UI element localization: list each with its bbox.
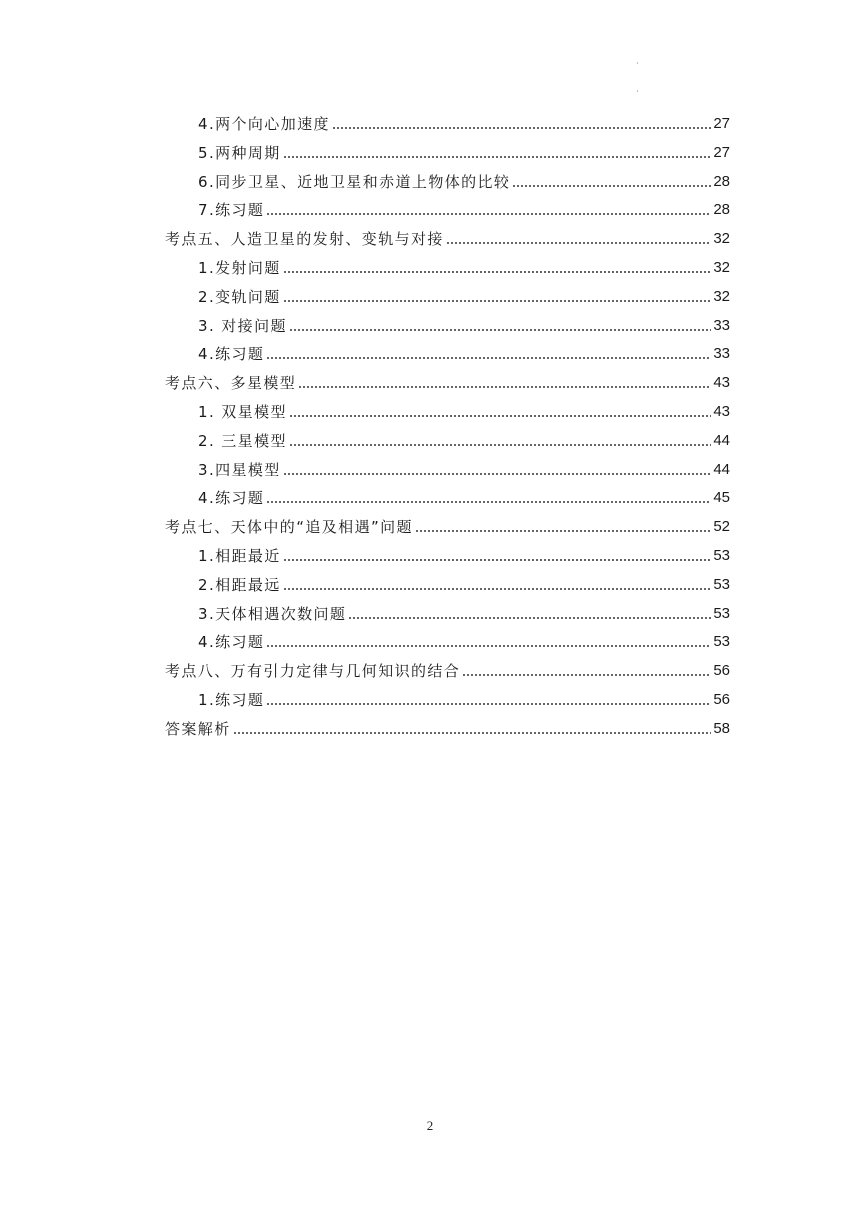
toc-entry-title: 4.练习题 bbox=[198, 633, 265, 652]
toc-subsection-entry[interactable] bbox=[198, 168, 730, 192]
toc-entry-title: 4.两个向心加速度 bbox=[198, 115, 330, 133]
toc-entry-page-number: 58 bbox=[713, 719, 730, 737]
toc-entry-title: 1.练习题 bbox=[198, 691, 265, 709]
toc-entry-title: 7.练习题 bbox=[198, 201, 265, 220]
toc-dot-leader bbox=[266, 644, 711, 648]
toc-dot-leader bbox=[298, 385, 711, 389]
toc-entry-title: 6.同步卫星、近地卫星和赤道上物体的比较 bbox=[198, 172, 511, 191]
toc-entry-title: 考点八、万有引力定律与几何知识的结合 bbox=[165, 662, 461, 681]
toc-entry-page-number: 44 bbox=[713, 460, 730, 478]
toc-entry-title: 1. 双星模型 bbox=[198, 403, 287, 421]
toc-subsection-entry[interactable] bbox=[198, 283, 730, 307]
toc-entry-title: 4.练习题 bbox=[198, 345, 265, 364]
toc-entry-title: 2.变轨问题 bbox=[198, 287, 281, 306]
toc-entry-title: 考点七、天体中的“追及相遇”问题 bbox=[165, 518, 413, 537]
toc-dot-leader bbox=[512, 184, 711, 188]
toc-section-entry[interactable] bbox=[165, 513, 730, 537]
toc-subsection-entry[interactable] bbox=[198, 254, 730, 278]
toc-subsection-entry[interactable] bbox=[198, 600, 730, 624]
toc-entry-page-number: 32 bbox=[713, 230, 730, 248]
toc-dot-leader bbox=[462, 673, 711, 677]
toc-entry-page-number: 33 bbox=[713, 316, 730, 334]
toc-subsection-entry[interactable] bbox=[198, 110, 730, 134]
toc-dot-leader bbox=[283, 270, 712, 274]
toc-dot-leader bbox=[266, 356, 711, 360]
toc-dot-leader bbox=[289, 328, 711, 332]
toc-entry-title: 3.四星模型 bbox=[198, 460, 281, 479]
toc-entry-page-number: 44 bbox=[713, 431, 730, 449]
toc-entry-page-number: 28 bbox=[713, 172, 730, 190]
toc-dot-leader bbox=[415, 529, 711, 533]
toc-entry-title: 4.练习题 bbox=[198, 489, 265, 508]
toc-entry-page-number: 27 bbox=[713, 143, 730, 161]
toc-section-entry[interactable] bbox=[165, 657, 730, 681]
toc-dot-leader bbox=[348, 616, 711, 620]
toc-dot-leader bbox=[266, 702, 711, 706]
toc-entry-title: 答案解析 bbox=[165, 719, 231, 738]
toc-entry-title: 考点五、人造卫星的发射、变轨与对接 bbox=[165, 230, 444, 249]
toc-dot-leader bbox=[446, 241, 712, 245]
toc-entry-title: 2.相距最远 bbox=[198, 575, 281, 594]
toc-dot-leader bbox=[283, 587, 712, 591]
toc-entry-page-number: 45 bbox=[713, 489, 730, 507]
toc-dot-leader bbox=[283, 558, 712, 562]
toc-section-entry[interactable] bbox=[165, 225, 730, 249]
toc-subsection-entry[interactable] bbox=[198, 628, 730, 652]
toc-dot-leader bbox=[266, 500, 711, 504]
toc-entry-title: 3.天体相遇次数问题 bbox=[198, 604, 347, 623]
toc-entry-page-number: 52 bbox=[713, 518, 730, 536]
header-mark-top: · bbox=[636, 59, 639, 68]
toc-entry-page-number: 33 bbox=[713, 345, 730, 363]
toc-subsection-entry[interactable] bbox=[198, 312, 730, 336]
toc-dot-leader bbox=[266, 212, 711, 216]
toc-dot-leader bbox=[283, 472, 712, 476]
toc-section-entry[interactable] bbox=[165, 715, 730, 739]
toc-subsection-entry[interactable] bbox=[198, 196, 730, 220]
toc-subsection-entry[interactable] bbox=[198, 398, 730, 422]
toc-subsection-entry[interactable] bbox=[198, 484, 730, 508]
toc-entry-page-number: 28 bbox=[713, 201, 730, 219]
toc-entry-page-number: 32 bbox=[713, 287, 730, 305]
toc-entry-page-number: 27 bbox=[713, 115, 730, 132]
toc-subsection-entry[interactable] bbox=[198, 427, 730, 451]
toc-subsection-entry[interactable] bbox=[198, 340, 730, 364]
page-number: 2 bbox=[426, 1118, 434, 1133]
toc-subsection-entry[interactable] bbox=[198, 456, 730, 480]
toc-entry-page-number: 53 bbox=[713, 633, 730, 651]
toc-subsection-entry[interactable] bbox=[198, 571, 730, 595]
toc-entry-title: 考点六、多星模型 bbox=[165, 374, 297, 393]
toc-entry-page-number: 53 bbox=[713, 547, 730, 564]
toc-entry-title: 5.两种周期 bbox=[198, 143, 281, 162]
toc-dot-leader bbox=[289, 414, 711, 418]
toc-entry-page-number: 43 bbox=[713, 374, 730, 392]
toc-entry-title: 3. 对接问题 bbox=[198, 316, 287, 335]
toc-dot-leader bbox=[283, 299, 712, 303]
toc-entry-page-number: 32 bbox=[713, 259, 730, 276]
toc-entry-page-number: 56 bbox=[713, 691, 730, 708]
toc-entry-page-number: 53 bbox=[713, 575, 730, 593]
toc-dot-leader bbox=[283, 155, 712, 159]
toc-subsection-entry[interactable] bbox=[198, 139, 730, 163]
toc-entry-title: 1.发射问题 bbox=[198, 259, 281, 277]
toc-entry-page-number: 43 bbox=[713, 403, 730, 420]
header-mark-bottom: · bbox=[636, 87, 639, 96]
toc-entry-title: 2. 三星模型 bbox=[198, 431, 287, 450]
toc-subsection-entry[interactable] bbox=[198, 542, 730, 566]
toc-dot-leader bbox=[289, 443, 711, 447]
toc-section-entry[interactable] bbox=[165, 369, 730, 393]
toc-subsection-entry[interactable] bbox=[198, 686, 730, 710]
toc-dot-leader bbox=[233, 731, 712, 735]
toc-dot-leader bbox=[332, 126, 711, 130]
toc-entry-page-number: 56 bbox=[713, 662, 730, 680]
toc-entry-page-number: 53 bbox=[713, 604, 730, 622]
toc-entry-title: 1.相距最近 bbox=[198, 547, 281, 565]
